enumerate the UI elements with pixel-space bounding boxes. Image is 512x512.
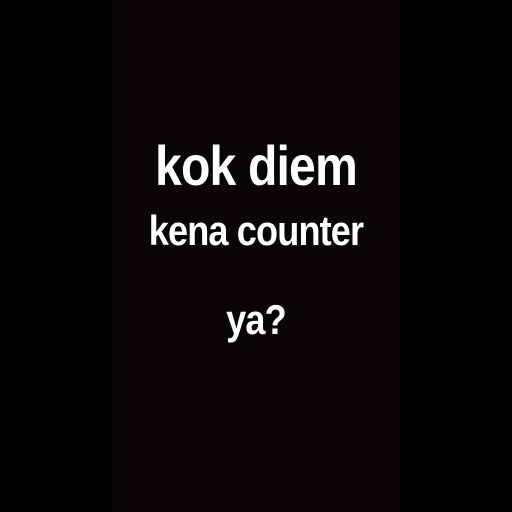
caption-line-3: ya?: [226, 296, 286, 343]
caption-line-1: kok diem: [155, 134, 357, 197]
video-panel: [112, 0, 400, 512]
caption-line-2: kena counter: [148, 207, 364, 254]
